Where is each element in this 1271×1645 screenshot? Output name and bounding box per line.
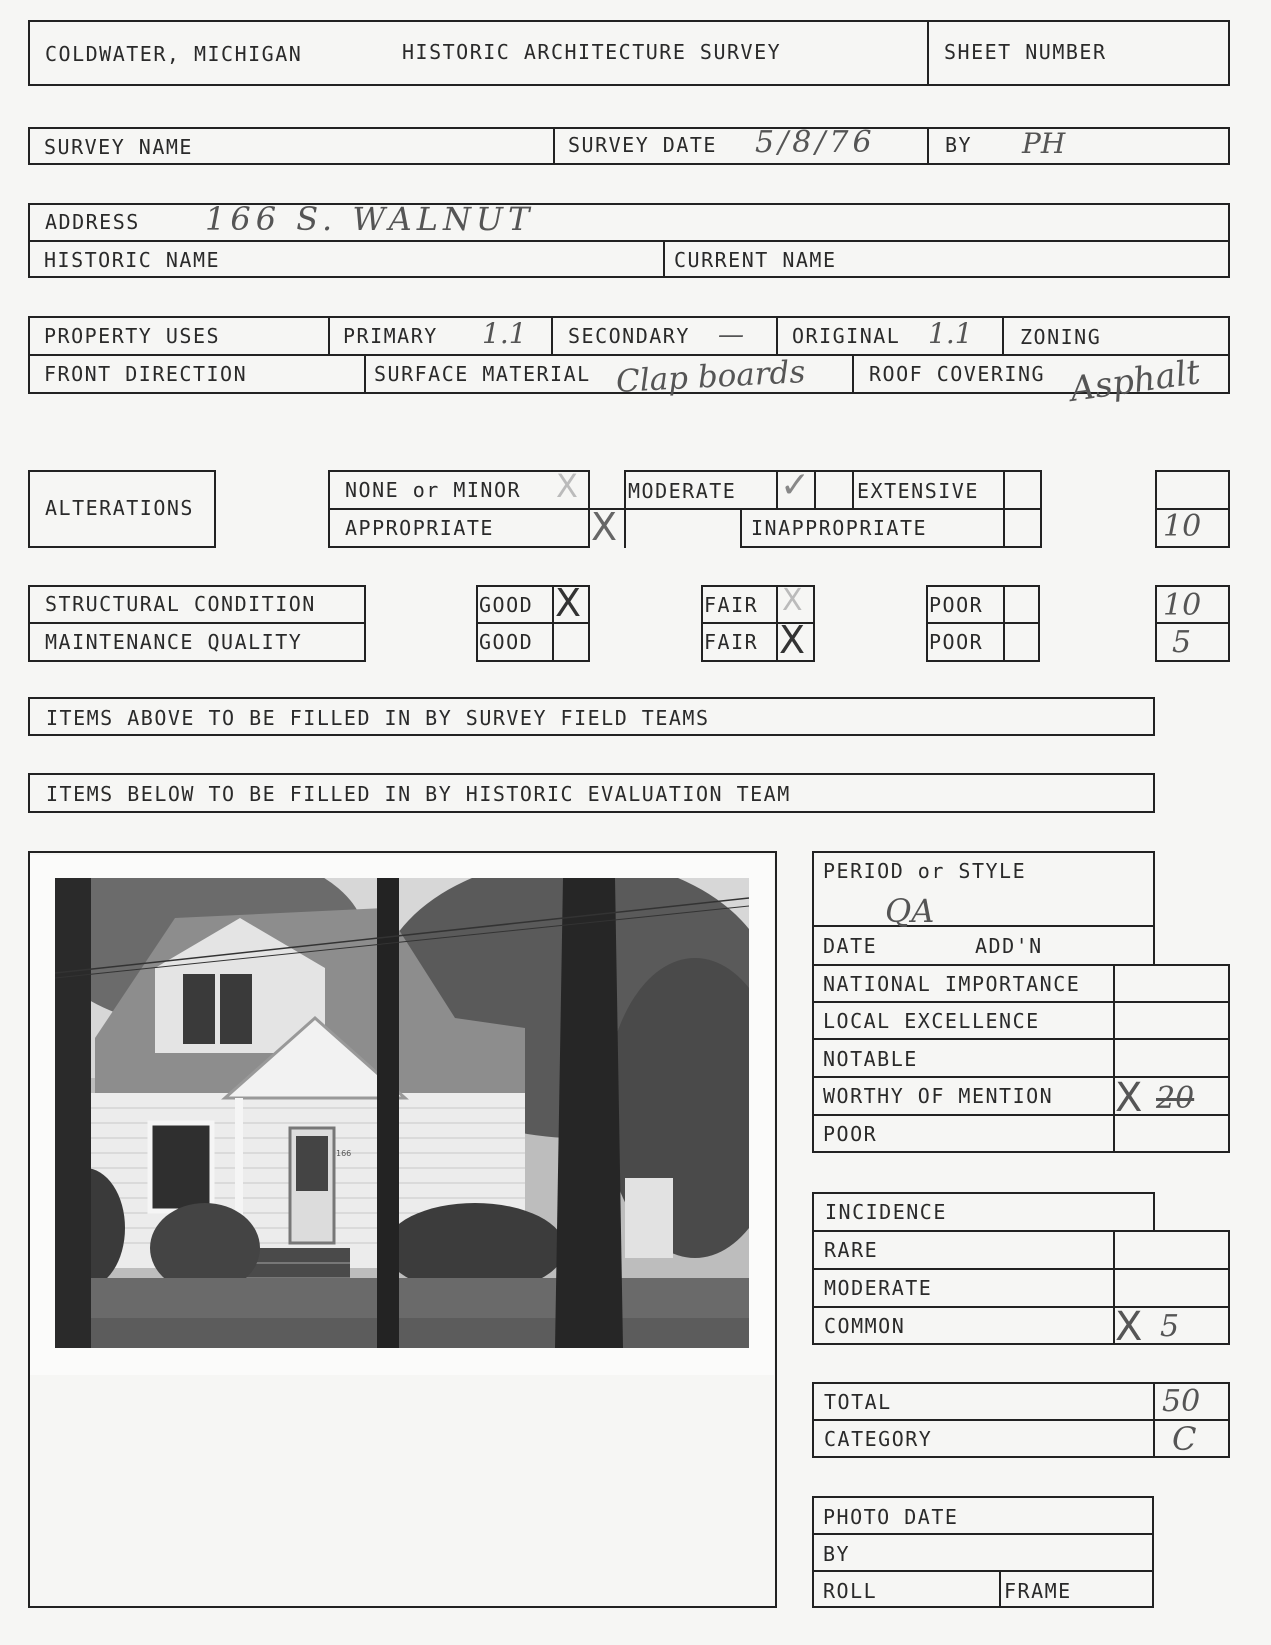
maintenance-quality-label: MAINTENANCE QUALITY	[45, 630, 303, 654]
alt-none-minor-mark: X	[556, 467, 578, 505]
alt-inappropriate-label: INAPPROPRIATE	[751, 516, 928, 540]
total-label: TOTAL	[824, 1390, 892, 1414]
primary-label: PRIMARY	[343, 324, 438, 348]
house-photo	[55, 878, 749, 1348]
address-value: 166 S. WALNUT	[205, 200, 535, 238]
survey-date-value: 5/8/76	[755, 125, 876, 160]
fair-label-1: FAIR	[704, 593, 759, 617]
category-value: C	[1172, 1420, 1197, 1458]
surface-material-label: SURFACE MATERIAL	[374, 362, 591, 386]
historic-name-label: HISTORIC NAME	[44, 248, 221, 272]
alt-appropriate-mark: X	[591, 505, 618, 549]
survey-name-label: SURVEY NAME	[44, 135, 193, 159]
alt-appropriate-label: APPROPRIATE	[345, 516, 494, 540]
common-score: 5	[1160, 1309, 1180, 1344]
rare-label: RARE	[824, 1238, 879, 1262]
total-value: 50	[1162, 1384, 1201, 1419]
original-label: ORIGINAL	[792, 324, 901, 348]
maintenance-score: 5	[1172, 625, 1192, 660]
period-style-value: QA	[885, 892, 935, 930]
secondary-value: —	[718, 320, 744, 350]
address-label: ADDRESS	[45, 210, 140, 234]
common-label: COMMON	[824, 1314, 906, 1338]
alterations-score: 10	[1163, 509, 1202, 544]
poor-eval-label: POOR	[823, 1122, 878, 1146]
good-label-2: GOOD	[479, 630, 534, 654]
roll-label: ROLL	[823, 1579, 878, 1603]
alt-extensive-label: EXTENSIVE	[857, 479, 979, 503]
structural-fair-mark: X	[782, 583, 803, 618]
property-uses-label: PROPERTY USES	[44, 324, 221, 348]
survey-title: HISTORIC ARCHITECTURE SURVEY	[402, 40, 782, 64]
structural-condition-label: STRUCTURAL CONDITION	[45, 592, 316, 616]
surface-material-value: Clap boards	[615, 354, 807, 400]
alt-moderate-label: MODERATE	[628, 479, 737, 503]
good-label-1: GOOD	[479, 593, 534, 617]
roof-covering-label: ROOF COVERING	[869, 362, 1046, 386]
current-name-label: CURRENT NAME	[674, 248, 837, 272]
period-style-label: PERIOD or STYLE	[823, 859, 1027, 883]
worthy-score: 20	[1156, 1081, 1195, 1116]
alt-none-minor-label: NONE or MINOR	[345, 478, 522, 502]
primary-value: 1.1	[482, 317, 527, 350]
poor-label-2: POOR	[929, 630, 984, 654]
common-mark: X	[1115, 1304, 1143, 1350]
worthy-of-mention-label: WORTHY OF MENTION	[823, 1084, 1054, 1108]
city-label: COLDWATER, MICHIGAN	[45, 42, 303, 66]
sheet-number-label: SHEET NUMBER	[944, 40, 1107, 64]
note-below: ITEMS BELOW TO BE FILLED IN BY HISTORIC EVALUATION TEAM	[46, 782, 791, 806]
alterations-label: ALTERATIONS	[45, 496, 194, 520]
worthy-mark: X	[1115, 1075, 1143, 1121]
maintenance-fair-mark: X	[779, 618, 806, 662]
moderate-incidence-label: MODERATE	[824, 1276, 933, 1300]
zoning-label: ZONING	[1020, 325, 1102, 349]
by-label: BY	[945, 133, 973, 157]
category-label: CATEGORY	[824, 1427, 933, 1451]
incidence-label: INCIDENCE	[825, 1200, 947, 1224]
original-value: 1.1	[928, 317, 973, 350]
frame-label: FRAME	[1004, 1579, 1072, 1603]
roof-covering-value: Asphalt	[1067, 352, 1203, 410]
notable-label: NOTABLE	[823, 1047, 918, 1071]
survey-date-label: SURVEY DATE	[568, 133, 717, 157]
local-excellence-label: LOCAL EXCELLENCE	[823, 1009, 1040, 1033]
poor-label-1: POOR	[929, 593, 984, 617]
date-label: DATE	[823, 934, 878, 958]
photo-by-label: BY	[823, 1542, 851, 1566]
addn-label: ADD'N	[975, 934, 1043, 958]
national-importance-label: NATIONAL IMPORTANCE	[823, 972, 1081, 996]
fair-label-2: FAIR	[704, 630, 759, 654]
front-direction-label: FRONT DIRECTION	[44, 362, 248, 386]
structural-good-mark: X	[555, 581, 582, 625]
by-value: PH	[1022, 127, 1066, 160]
house-illustration	[55, 878, 749, 1348]
photo-date-label: PHOTO DATE	[823, 1505, 959, 1529]
house-number: 166	[336, 1149, 352, 1158]
alt-moderate-mark: ✓	[780, 465, 811, 506]
structural-score: 10	[1163, 588, 1202, 623]
note-above: ITEMS ABOVE TO BE FILLED IN BY SURVEY FIELD TEAMS	[46, 706, 710, 730]
secondary-label: SECONDARY	[568, 324, 690, 348]
